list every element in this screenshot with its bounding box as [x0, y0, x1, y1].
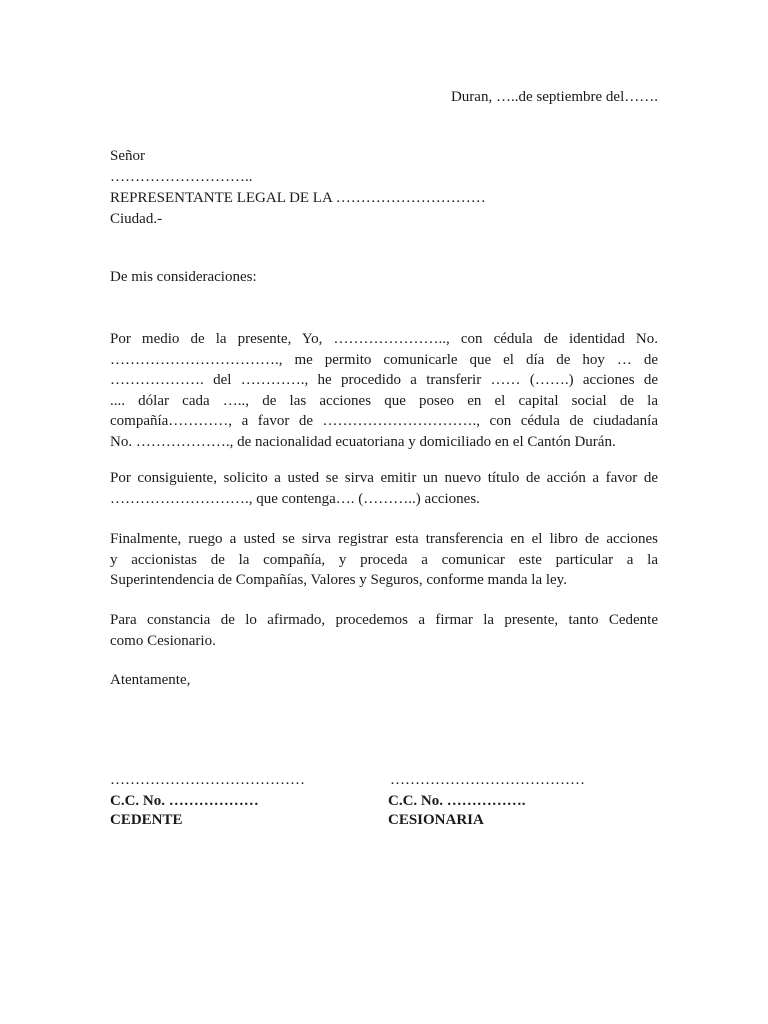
paragraph-line: como Cesionario.	[110, 632, 216, 649]
paragraph-line: ………………………., que contenga…. (………..) acciones.	[110, 490, 480, 507]
role-cedente: CEDENTE	[110, 812, 183, 828]
role-cesionaria: CESIONARIA	[388, 812, 484, 828]
cc-number-left: C.C. No. ………………	[110, 793, 259, 809]
paragraph-request	[110, 468, 658, 509]
paragraph-line: ………………. del …………., he procedido a transferir …… (…….) acciones de	[110, 372, 658, 388]
date-line: Duran, …..de septiembre del…….	[450, 89, 658, 105]
closing: Atentamente,	[110, 672, 191, 688]
paragraph-line: ……………………………., me permito comunicarle que el día de hoy … de	[110, 351, 658, 368]
signature-line-left: …………………………………	[110, 772, 305, 788]
recipient-city: Ciudad.-	[110, 211, 163, 227]
paragraph-line: Superintendencia de Compañías, Valores y Seguros, conforme manda la ley.	[110, 572, 567, 588]
signature-line-right: …………………………………	[390, 772, 585, 788]
paragraph-line: Para constancia de lo afirmado, procedemos a firmar la presente, tanto Cedente	[110, 612, 658, 628]
paragraph-line: compañía…………, a favor de …………………………., con cédula de ciudadanía	[110, 413, 658, 429]
paragraph-register	[110, 529, 658, 591]
paragraph-line: Por consiguiente, solicito a usted se sirva emitir un nuevo título de acción a favor de	[110, 470, 658, 486]
paragraph-line: Por medio de la presente, Yo, ………………….., con cédula de identidad No.	[110, 331, 658, 347]
paragraph-constancy	[110, 610, 658, 651]
paragraph-transfer	[110, 329, 658, 452]
paragraph-line: No. ………………., de nacionalidad ecuatoriana y domiciliado en el Cantón Durán.	[110, 433, 616, 450]
paragraph-line: .... dólar cada ….., de las acciones que poseo en el capital social de la	[110, 392, 658, 409]
recipient-title: REPRESENTANTE LEGAL DE LA …………………………	[110, 190, 486, 206]
recipient-salutation: Señor	[110, 148, 145, 164]
greeting: De mis consideraciones:	[110, 269, 257, 285]
recipient-name-blank: ………………………..	[110, 169, 253, 185]
paragraph-line: Finalmente, ruego a usted se sirva registrar esta transferencia en el libro de acciones	[110, 531, 658, 547]
cc-number-right: C.C. No. …………….	[388, 793, 526, 809]
paragraph-line: y accionistas de la compañía, y proceda a comunicar este particular a la	[110, 551, 658, 568]
